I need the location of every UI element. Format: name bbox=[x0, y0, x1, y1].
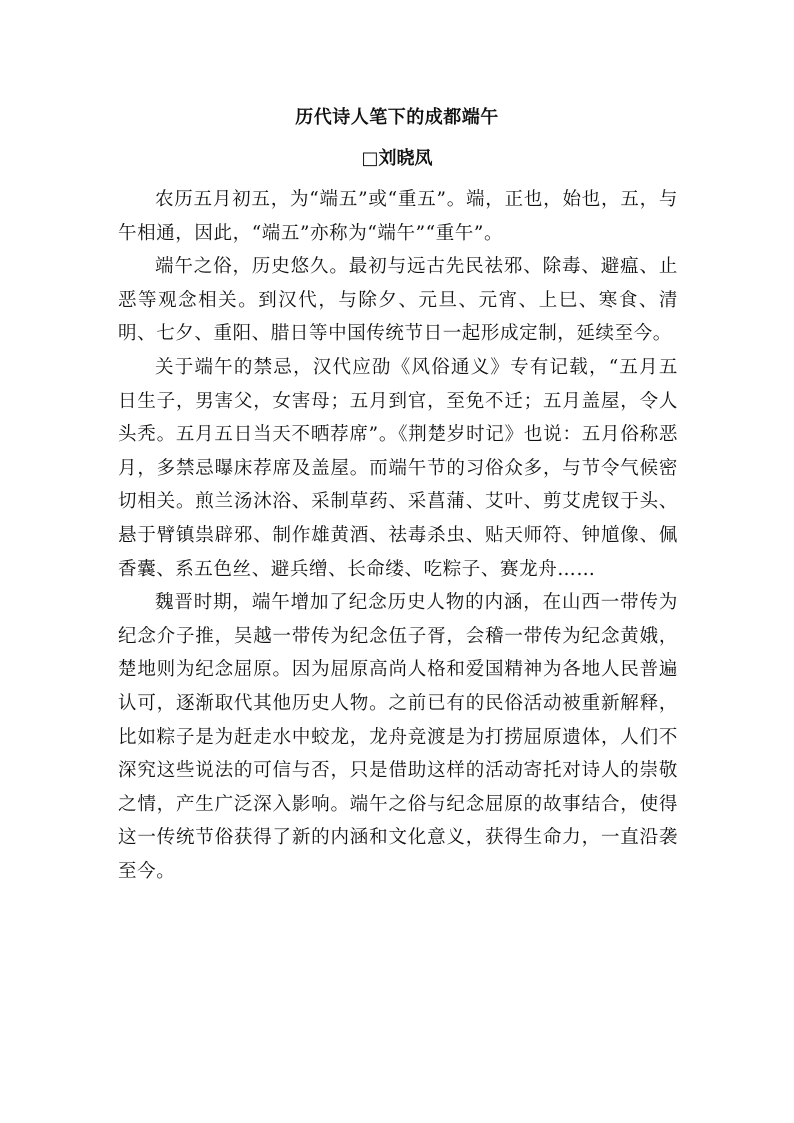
paragraph-4: 魏晋时期，端午增加了纪念历史人物的内涵，在山西一带传为纪念介子推，吴越一带传为纪念伍子胥，会稽一带传为纪念黄娥，楚地则为纪念屈原。因为屈原高尚人格和爱国精神为各地人民普遍认可，逐渐取代其他历史人物。之前已有的民俗活动被重新解释，比如粽子是为赶走水中蛟龙，龙舟竞渡是为打捞屈原遗体，人们不深究这些说法的可信与否，只是借助这样的活动寄托对诗人的崇敬之情，产生广泛深入影响。端午之俗与纪念屈原的故事结合，使得这一传统节俗获得了新的内涵和文化意义，获得生命力，一直沿袭至今。 bbox=[118, 592, 678, 882]
paragraph-3: 关于端午的禁忌，汉代应劭《风俗通义》专有记载，“五月五日生子，男害父，女害母；五月到官，至免不迁；五月盖屋，令人头秃。五月五日当天不晒荐席”。《荆楚岁时记》也说：五月俗称恶月，多禁忌曝床荐席及盖屋。而端午节的习俗众多，与节令气候密切相关。煎兰汤沐浴、采制草药、采菖蒲、艾叶、剪艾虎钗于头、悬于臂镇祟辟邪、制作雄黄酒、祛毒杀虫、贴天师符、钟馗像、佩香囊、系五色丝、避兵缯、长命缕、吃粽子、赛龙舟…… bbox=[118, 356, 678, 580]
article-body bbox=[118, 183, 678, 888]
paragraph-2: 端午之俗，历史悠久。最初与远古先民祛邪、除毒、避瘟、止恶等观念相关。到汉代，与除夕、元旦、元宵、上巳、寒食、清明、七夕、重阳、腊日等中国传统节日一起形成定制，延续至今。 bbox=[118, 256, 678, 345]
article-title: 历代诗人笔下的成都端午 bbox=[295, 107, 499, 128]
paragraph-1: 农历五月初五，为“端五”或“重五”。端，正也，始也，五，与午相通，因此，“端五”亦称为“端午”“重午”。 bbox=[118, 189, 678, 244]
author-byline: □刘晓凤 bbox=[361, 148, 433, 169]
